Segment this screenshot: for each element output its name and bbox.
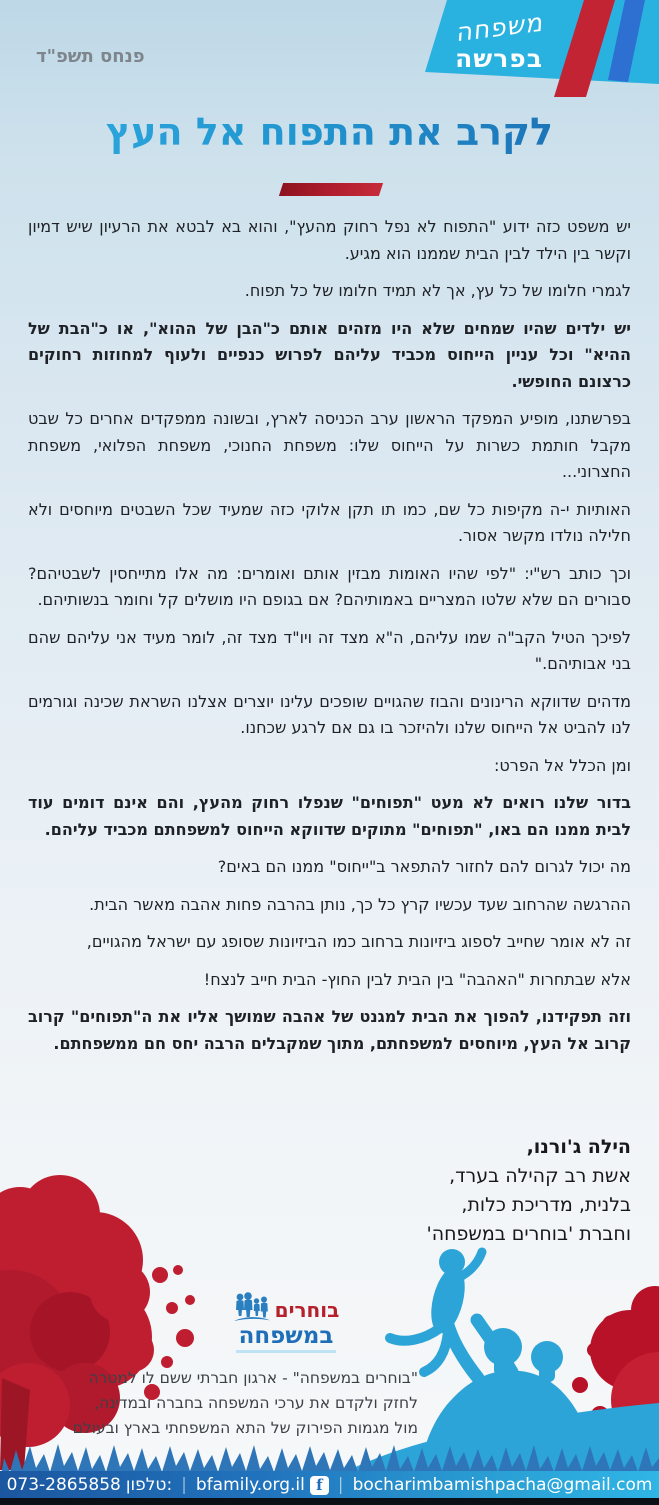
- author-signature: [426, 1133, 631, 1249]
- email-segment[interactable]: [353, 1475, 653, 1495]
- org-description-line: מול מגמות הפירוק של התא המשפחתי בארץ ובעולם: [72, 1419, 418, 1437]
- phone-segment[interactable]: [7, 1475, 173, 1495]
- paragraph: יש ילדים שהיו שמחים שלא היו מזהים אותם כ"הבן של ההוא", או כ"הבת של ההיא" וכל עניין הייחוס מכביד עליהם לפרוש כנפיים ולעוף למחוזות רחוקים כרצונם החופשי.: [28, 318, 631, 391]
- website-link[interactable]: bfamily.org.il: [195, 1475, 305, 1495]
- footer-separator: |: [337, 1475, 344, 1495]
- paragraph: מה יכול לגרום להם לחזור להתפאר ב"ייחוס" ממנו הם באים?: [217, 857, 631, 876]
- footer-separator: |: [181, 1475, 187, 1495]
- parasha-date-label: פנחס תשפ"ד: [36, 46, 145, 67]
- article-body: [28, 214, 631, 1068]
- website-segment[interactable]: [196, 1475, 329, 1495]
- brand-line1: משפחה: [453, 7, 545, 48]
- paragraph: אלא שבתחרות "האהבה" בין הבית לבין החוץ- הבית חייב לנצח!: [203, 969, 631, 989]
- page-title: לקרב את התפוח אל העץ: [0, 110, 659, 154]
- contact-footer: [0, 1471, 659, 1499]
- paragraph: לגמרי חלומו של כל עץ, אך לא תמיד חלומו של כל תפוח.: [244, 281, 631, 300]
- paragraph: האותיות י-ה מקיפות כל שם, כמו תו תקן אלוקי כזה שמעיד שכל השבטים מיוחסים ולא חלילה נולדו מקשר אסור.: [28, 499, 631, 545]
- paragraph: לפיכך הטיל הקב"ה שמו עליהם, ה"א מצד זה ויו"ד מצד זה, לומר מעיד אני עליהם שהם בני אבותיהם.": [28, 627, 631, 673]
- title-underline: [279, 183, 383, 196]
- phone-number[interactable]: 073-2865858: [6, 1475, 121, 1495]
- paragraph: ההרגשה שהרחוב שעד עכשיו קרץ כל כך, נותן בהרבה פחות אהבה מאשר הבית.: [89, 894, 631, 914]
- paragraph: בדור שלנו רואים לא מעט "תפוחים" שנפלו רחוק מהעץ, והם אינם דומים עוד לבית ממנו הם באו, "תפוחים" מתוקים שדווקא הייחוס למשפחתם מכביד עליהם.: [28, 793, 631, 839]
- paragraph: וכך כותב רש"י: "לפי שהיו האומות מבזין אותם ואומרים: מה אלו מתייחסין לשבטיהם? סבורים הם שלא שלטו המצריים באמותיהם? אם בגופם היו מושלים קל וחומר בנשותיהם.: [28, 563, 631, 609]
- email-link[interactable]: bocharimbamishpacha@gmail.com: [352, 1475, 653, 1495]
- author-role: וחברת 'בוחרים במשפחה': [426, 1223, 631, 1245]
- paragraph: וזה תפקידנו, להפוך את הבית למגנט של אהבה שמושך אליו את ה"תפוחים" קרוב קרוב אל העץ, מיוחסים למשפחתם, מתוך שמקבלים הרבה יחס חם ממשפחתם.: [28, 1007, 631, 1053]
- paragraph: מדהים שדווקא הרינונים והבוז שהגויים שופכים עלינו יוצרים אצלנו השראת שכינה וגורמים לנו להביט אל הייחוס שלנו ולהיזכר בו גם אם לרגע שכחנו.: [28, 691, 631, 737]
- paragraph: בפרשתנו, מופיע המפקד הראשון ערב הכניסה לארץ, ובשונה ממפקדים אחרים כל שבט מקבל חותמת כשרות על הייחוס שלו: משפחת החנוכי, משפחת הפלואי, משפחת החצרוני...: [28, 409, 631, 481]
- paragraph: ומן הכלל אל הפרט:: [494, 755, 631, 775]
- brand-line2: בפרשה: [455, 44, 543, 73]
- org-name-part2: במשפחה: [236, 1323, 337, 1353]
- org-description-line: "בוחרים במשפחה" - ארגון חברתי ששם לו למטרה: [88, 1369, 418, 1387]
- org-description-line: לחזק ולקדם את ערכי המשפחה בחברה ובמדינה,: [94, 1394, 418, 1412]
- author-name: הילה ג'ורנו,: [526, 1136, 631, 1158]
- org-description: [20, 1366, 418, 1441]
- family-icon: [233, 1292, 271, 1322]
- brand-logo: [438, 7, 560, 73]
- facebook-icon[interactable]: f: [310, 1476, 329, 1495]
- org-logo: [226, 1292, 346, 1353]
- bottom-dark-strip: [0, 1498, 659, 1505]
- org-name-part1: בוחרים: [274, 1298, 340, 1322]
- phone-label: טלפון:: [125, 1475, 173, 1495]
- paragraph: יש משפט כזה ידוע "התפוח לא נפל רחוק מהעץ", והוא בא לבטא את הרעיון שיש דמיון וקשר בין הילד לבין הבית שממנו הוא מגיע.: [28, 217, 631, 263]
- paragraph: זה לא אומר שחייב לספוג ביזיונות ברחוב כמו הביזיונות שסופג עם ישראל מהגויים,: [86, 932, 631, 951]
- author-role: בלנית, מדריכת כלות,: [461, 1194, 631, 1216]
- author-role: אשת רב קהילה בערד,: [449, 1165, 631, 1187]
